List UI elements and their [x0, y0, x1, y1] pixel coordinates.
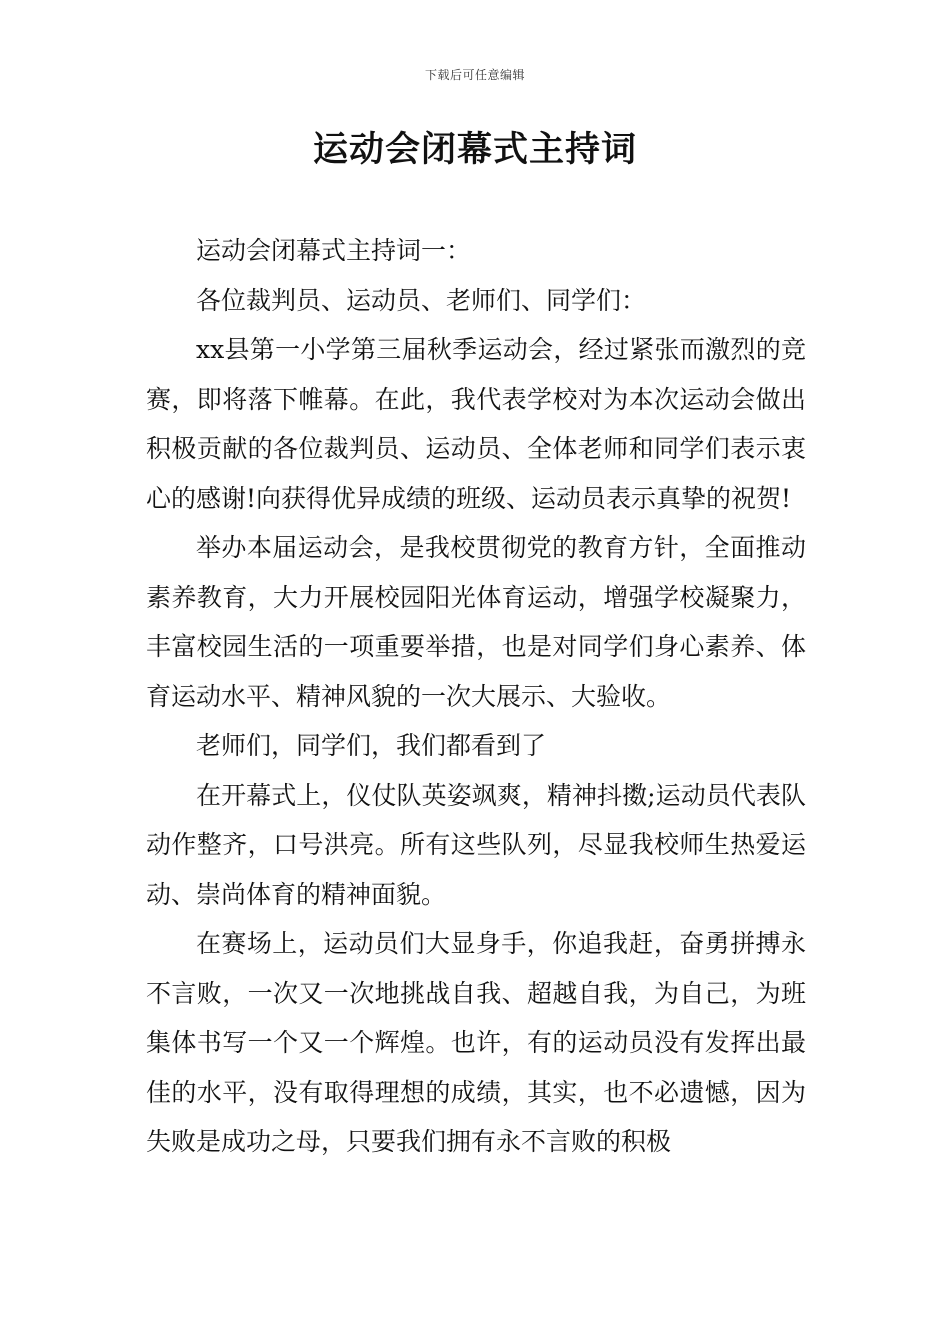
- paragraph: 举办本届运动会，是我校贯彻党的教育方针，全面推动素养教育，大力开展校园阳光体育运动，增强学校凝聚力，丰富校园生活的一项重要举措，也是对同学们身心素养、体育运动水平、精神风貌的一次大展示、大验收。: [146, 533, 806, 711]
- document-title: 运动会闭幕式主持词: [312, 130, 637, 170]
- paragraph: xx县第一小学第三届秋季运动会，经过紧张而激烈的竞赛，即将落下帷幕。在此，我代表学校对为本次运动会做出积极贡献的各位裁判员、运动员、全体老师和同学们表示衷心的感谢!向获得优异成绩的班级、运动员表示真挚的祝贺!: [146, 335, 806, 513]
- paragraph-subtitle: 运动会闭幕式主持词一：: [196, 236, 472, 265]
- paragraph: 在开幕式上，仪仗队英姿飒爽，精神抖擞;运动员代表队动作整齐，口号洪亮。所有这些队列，尽显我校师生热爱运动、崇尚体育的精神面貌。: [146, 780, 806, 909]
- paragraph-salutation: 各位裁判员、运动员、老师们、同学们：: [196, 285, 647, 315]
- header-note: 下载后可任意编辑: [424, 68, 525, 82]
- document-body: [146, 226, 806, 1167]
- paragraph: 老师们，同学们，我们都看到了: [196, 731, 547, 760]
- paragraph: 在赛场上，运动员们大显身手，你追我赶，奋勇拼搏永不言败，一次又一次地挑战自我、超越自我，为自己，为班集体书写一个又一个辉煌。也许，有的运动员没有发挥出最佳的水平，没有取得理想的成绩，其实，也不必遗憾，因为失败是成功之母，只要我们拥有永不言败的积极: [146, 929, 806, 1156]
